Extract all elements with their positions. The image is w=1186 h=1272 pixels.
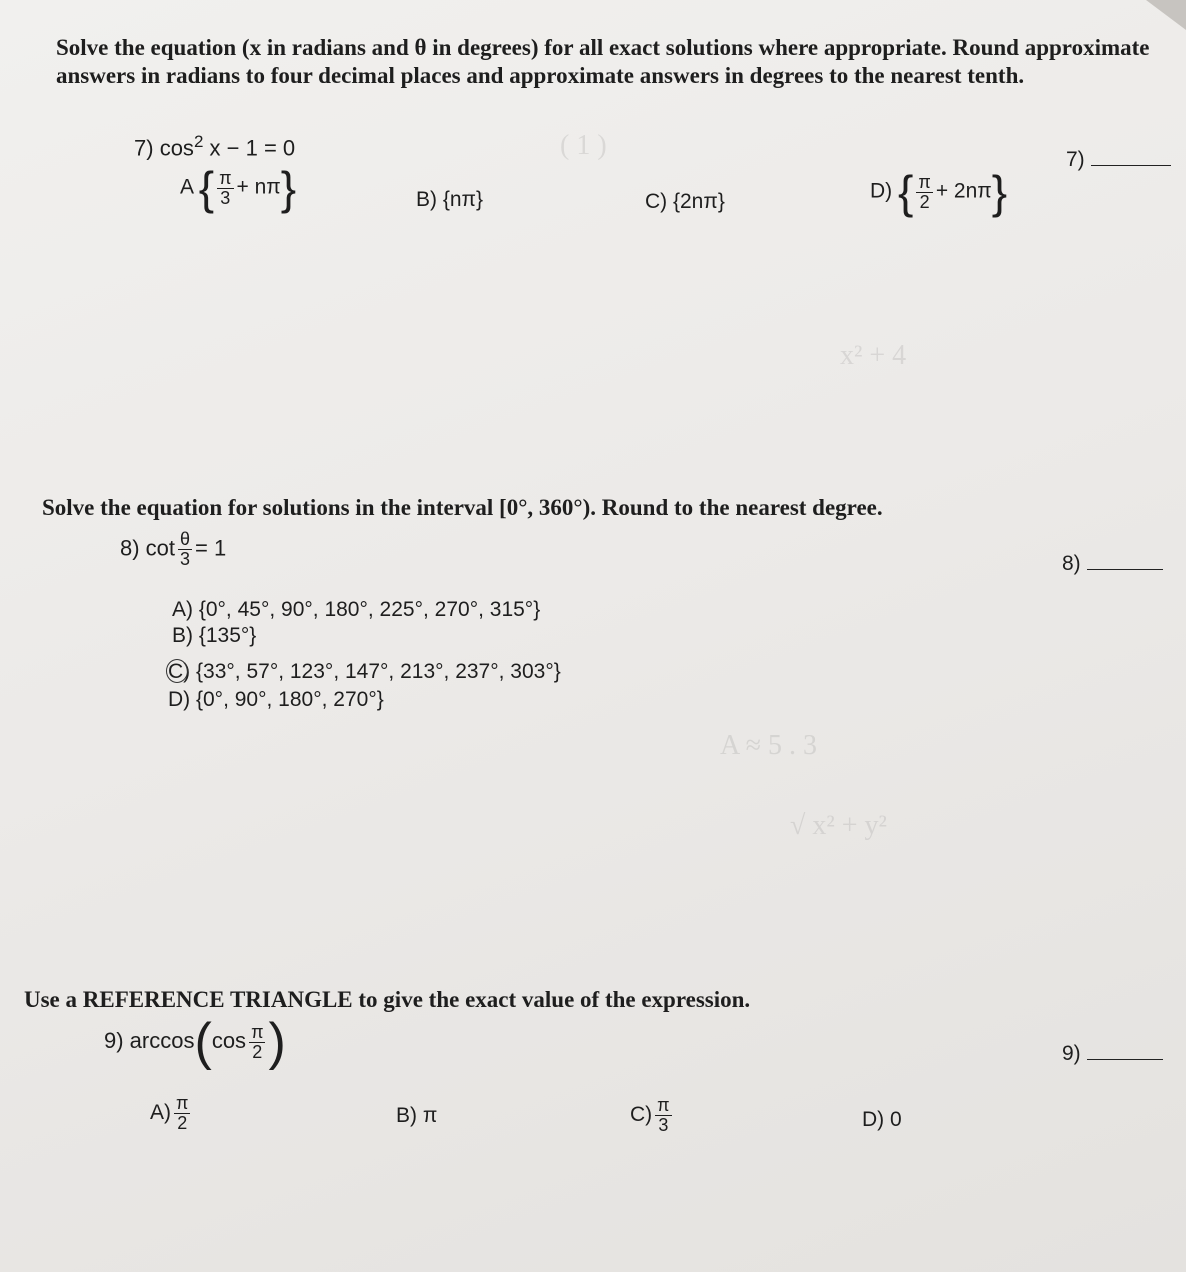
question-8-option-c[interactable] — [168, 660, 561, 684]
page-corner-shadow — [1146, 0, 1186, 30]
bleed-through-mark: x² + 4 — [840, 340, 907, 371]
question-9-option-b[interactable]: B) π — [396, 1104, 438, 1127]
option-a-term: + nπ — [236, 175, 281, 199]
question-8-option-d[interactable]: D) {0°, 90°, 180°, 270°} — [168, 688, 384, 711]
question-7-equation — [134, 132, 295, 161]
question-9-option-a[interactable] — [150, 1094, 193, 1133]
question-9-option-d[interactable]: D) 0 — [862, 1108, 902, 1131]
bleed-through-mark: A ≈ 5 . 3 — [720, 730, 818, 761]
question-7-option-d[interactable]: D) { $\frac{\pi}{2}$ + 2nπ} — [870, 166, 1008, 218]
cos-label: cos — [211, 1027, 247, 1053]
question-8-option-b[interactable]: B) {135°} — [172, 624, 257, 647]
fraction-numerator: π — [657, 1095, 670, 1115]
fraction-denominator: 2 — [919, 191, 930, 212]
question-7-option-c[interactable]: C) {2nπ} — [645, 190, 725, 213]
fraction-denominator: 2 — [177, 1113, 188, 1133]
fraction-numerator: π — [918, 171, 931, 192]
fraction-numerator: π — [219, 167, 232, 188]
answer-blank-9[interactable] — [1062, 1042, 1163, 1066]
option-a-label: A — [180, 175, 193, 199]
section-3-instruction: Use a REFERENCE TRIANGLE to give the exact value of the expression. — [24, 987, 751, 1012]
question-8-option-a[interactable]: A) {0°, 45°, 90°, 180°, 225°, 270°, 315°} — [172, 598, 541, 621]
answer-blank-7[interactable] — [1066, 148, 1171, 172]
question-8-equation — [120, 530, 226, 569]
bleed-through-mark: ( 1 ) — [560, 130, 607, 161]
bleed-through-mark: √ x² + y² — [790, 810, 887, 841]
option-d-term: + 2nπ — [935, 179, 992, 203]
fraction-numerator: θ — [180, 529, 191, 549]
section-1-instruction: Solve the equation (x in radians and θ in degrees) for all exact solutions where appropriate. Round approximate answers in radians to four decimal places and approximate answers in degrees to the nearest tenth. — [56, 35, 1150, 88]
fraction-denominator: 3 — [220, 187, 231, 208]
exponent: 2 — [193, 132, 204, 151]
fraction-denominator: 3 — [180, 549, 191, 569]
question-7-number: 7) — [134, 135, 154, 161]
question-8-number: 8) cot — [120, 535, 176, 561]
circled-c-mark — [168, 660, 190, 684]
answer-7-label: 7) — [1066, 148, 1085, 171]
fraction-denominator: 2 — [252, 1041, 263, 1062]
question-7-option-a[interactable]: A { $\frac{\pi}{3}$ + nπ} — [180, 162, 297, 214]
fraction-numerator: π — [176, 1093, 189, 1113]
option-c-text: {33°, 57°, 123°, 147°, 213°, 237°, 303°} — [196, 660, 561, 683]
question-9-option-c[interactable] — [630, 1096, 675, 1135]
option-c-label: C) — [168, 660, 191, 683]
option-a-label: A) — [150, 1101, 171, 1125]
cos-label: cos — [159, 135, 194, 161]
answer-blank-8[interactable] — [1062, 552, 1163, 576]
fraction-denominator: 3 — [658, 1115, 669, 1135]
equation-rest: x − 1 = 0 — [203, 135, 296, 161]
question-9-expression: 9) arccos(cos $\frac{\pi}{2}$ ) — [104, 1013, 286, 1071]
answer-9-label: 9) — [1062, 1042, 1081, 1065]
section-2-instruction: Solve the equation for solutions in the interval [0°, 360°). Round to the nearest degree. — [42, 495, 883, 520]
equation-rhs: = 1 — [195, 535, 227, 561]
option-d-label: D) — [870, 179, 893, 203]
option-c-label: C) — [630, 1103, 653, 1127]
fraction-numerator: π — [251, 1021, 264, 1042]
question-7-option-b[interactable]: B) {nπ} — [416, 188, 484, 211]
answer-8-label: 8) — [1062, 552, 1081, 575]
question-9-number: 9) arccos — [104, 1027, 195, 1053]
